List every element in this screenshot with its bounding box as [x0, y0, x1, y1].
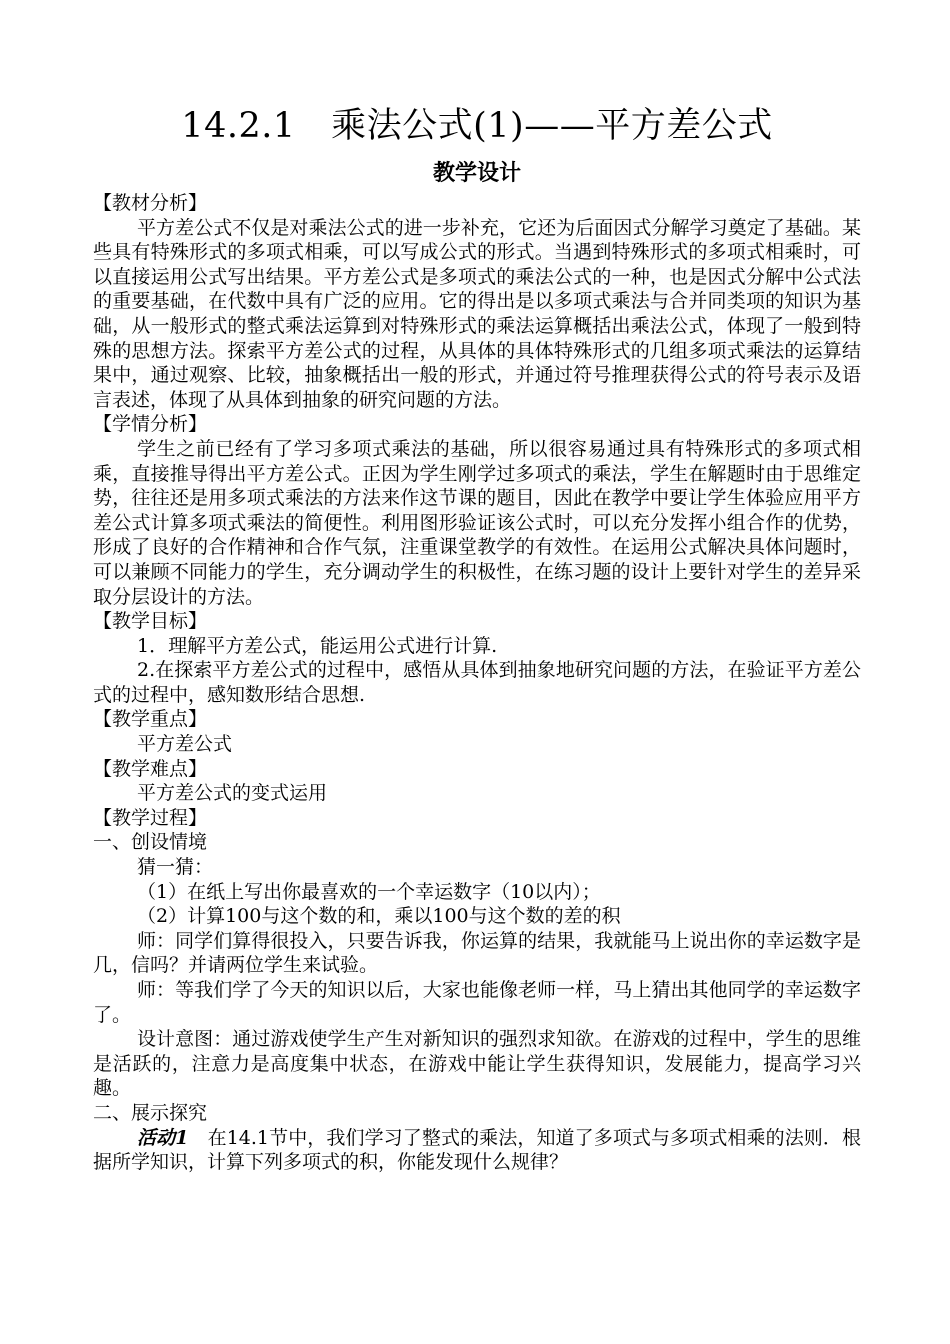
key-point-text: 平方差公式 — [137, 733, 233, 756]
page-subtitle: 教学设计 — [432, 160, 521, 186]
paragraph-material-analysis: 平方差公式不仅是对乘法公式的进一步补充，它还为后面因式分解学习奠定了基础。某些具有特殊形式的多项式相乘，可以写成公式的形式。当遇到特殊形式的多项式相乘时，可以直接运用公式写出结果。平方差公式是多项式的乘法公式的一种，也是因式分解中公式法的重要基础，在代数中具有广泛的应用。它的得出是以多项式乘法与合并同类项的知识为基础，从一般形式的整式乘法运算到对特殊形式的乘法运算概括出乘法公式，体现了一般到特殊的思想方法。探索平方差公式的过程，从具体的具体特殊形式的几组多项式乘法的运算结果中，通过观察、比较，抽象概括出一般的形式，并通过符号推理获得公式的符号表示及语言表述，体现了从具体到抽象的研究问题的方法。 — [93, 216, 861, 411]
guess-step-1: （1）在纸上写出你最喜欢的一个幸运数字（10以内）； — [137, 880, 601, 903]
section-heading-goals: 【教学目标】 — [93, 610, 208, 633]
goal-item-2: 2.在探索平方差公式的过程中，感悟从具体到抽象地研究问题的方法，在验证平方差公式的过程中，感知数形结合思想. — [93, 659, 861, 706]
teacher-line-1: 师：同学们算得很投入，只要告诉我，你运算的结果，我就能马上说出你的幸运数字是几，信吗？并请两位学生来试验。 — [93, 929, 861, 977]
section-heading-key-point: 【教学重点】 — [93, 708, 208, 731]
guess-step-2: （2）计算100与这个数的和，乘以100与这个数的差的积 — [137, 905, 621, 928]
subsection-explore: 二、展示探究 — [93, 1101, 208, 1124]
paragraph-student-analysis: 学生之前已经有了学习多项式乘法的基础，所以很容易通过具有特殊形式的多项式相乘，直接推导得出平方差公式。正因为学生刚学过多项式的乘法，学生在解题时由于思维定势，往往还是用多项式乘法的方法来作这节课的题目，因此在教学中要让学生体验应用平方差公式计算多项式乘法的简便性。利用图形验证该公式时，可以充分发挥小组合作的优势，形成了良好的合作精神和合作气氛，注重课堂教学的有效性。在运用公式解决具体问题时，可以兼顾不同能力的学生，充分调动学生的积极性，在练习题的设计上要针对学生的差异采取分层设计的方法。 — [93, 437, 861, 608]
difficulty-text: 平方差公式的变式运用 — [137, 782, 328, 805]
section-heading-process: 【教学过程】 — [93, 806, 208, 829]
page-title: 14.2.1 乘法公式(1)——平方差公式 — [181, 106, 773, 146]
activity-1-text: 在14.1节中，我们学习了整式的乘法，知道了多项式与多项式相乘的法则．根据所学知识，计算下列多项式的积，你能发现什么规律？ — [93, 1126, 861, 1174]
activity-1-label: 活动1 — [137, 1126, 189, 1149]
section-heading-material: 【教材分析】 — [93, 192, 208, 214]
guess-label: 猜一猜： — [137, 856, 214, 879]
design-intent: 设计意图：通过游戏使学生产生对新知识的强烈求知欲。在游戏的过程中，学生的思维是活跃的，注意力是高度集中状态，在游戏中能让学生获得知识，发展能力，提高学习兴趣。 — [93, 1028, 861, 1100]
section-heading-students: 【学情分析】 — [93, 413, 208, 436]
document-page — [93, 100, 861, 1175]
activity-1-paragraph — [93, 1126, 861, 1175]
teacher-line-2: 师：等我们学了今天的知识以后，大家也能像老师一样，马上猜出其他同学的幸运数字了。 — [93, 979, 861, 1026]
subsection-create-scenario: 一、创设情境 — [93, 831, 208, 854]
section-heading-difficulty: 【教学难点】 — [93, 757, 208, 780]
goal-item-1: 1．理解平方差公式，能运用公式进行计算. — [137, 634, 498, 657]
